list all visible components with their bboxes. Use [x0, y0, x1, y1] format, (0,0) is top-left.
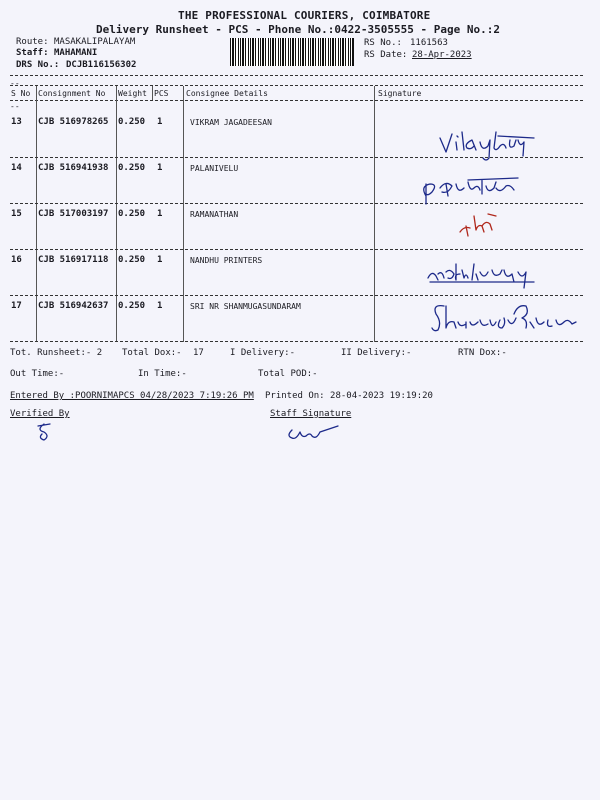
- barcode: [230, 38, 354, 66]
- rtn-dox: RTN Dox:-: [458, 348, 507, 358]
- col-sep-2: [116, 86, 117, 342]
- row-consignee: VIKRAM JAGADEESAN: [190, 118, 272, 127]
- i-delivery: I Delivery:-: [230, 348, 296, 358]
- row-pcs: 1: [157, 117, 163, 127]
- row-sno: 15: [11, 209, 22, 219]
- col-header-consignee: Consignee Details: [186, 89, 268, 98]
- out-time: Out Time:-: [10, 369, 65, 379]
- total-dox-label: Total Dox:-: [122, 348, 182, 358]
- col-sep-1: [36, 86, 37, 342]
- rule-mark-2: --: [10, 102, 20, 111]
- row-weight: 0.250: [118, 301, 146, 311]
- runsheet-title: Delivery Runsheet - PCS - Phone No.:0422-3505555 - Page No.:2: [96, 23, 500, 36]
- row-consignment: CJB 516978265: [38, 117, 109, 127]
- verified-by: Verified By: [10, 409, 70, 419]
- staff-label: Staff:: [16, 48, 49, 58]
- rule-header: [10, 85, 583, 86]
- rule-mark: --: [10, 79, 20, 88]
- row-consignment: CJB 517003197: [38, 209, 109, 219]
- total-dox-value: 17: [193, 348, 204, 358]
- rs-date-value: 28-Apr-2023: [412, 50, 472, 60]
- row-sno: 13: [11, 117, 22, 127]
- route-label: Route:: [16, 37, 49, 47]
- row-consignee: PALANIVELU: [190, 164, 239, 173]
- col-header-consignment: Consignment No: [38, 89, 106, 98]
- staff-signature: [286, 422, 340, 442]
- route-value: MASAKALIPALAYAM: [54, 37, 136, 47]
- row-rule: [10, 249, 583, 250]
- row-weight: 0.250: [118, 255, 146, 265]
- row-sno: 16: [11, 255, 22, 265]
- rs-date-label: RS Date:: [364, 50, 408, 60]
- row-consignee: RAMANATHAN: [190, 210, 239, 219]
- row-weight: 0.250: [118, 209, 146, 219]
- tot-runsheet: Tot. Runsheet:- 2: [10, 348, 103, 358]
- entered-by: Entered By :POORNIMAPCS 04/28/2023 7:19:26 PM: [10, 391, 254, 401]
- staff-signature-label: Staff Signature: [270, 409, 352, 419]
- col-sep-4: [183, 86, 184, 342]
- company-title: THE PROFESSIONAL COURIERS, COIMBATORE: [178, 9, 431, 22]
- signature-row-17: [430, 300, 590, 336]
- staff-value: MAHAMANI: [54, 48, 98, 58]
- ii-delivery: II Delivery:-: [341, 348, 412, 358]
- rs-no-label: RS No.:: [364, 38, 402, 48]
- row-rule: [10, 295, 583, 296]
- rule-top: [10, 75, 583, 76]
- row-consignee: SRI NR SHANMUGASUNDARAM: [190, 302, 301, 311]
- in-time: In Time:-: [138, 369, 187, 379]
- rule-header-bottom: [10, 100, 583, 101]
- row-consignment: CJB 516917118: [38, 255, 109, 265]
- row-consignment: CJB 516941938: [38, 163, 109, 173]
- drs-value: DCJB116156302: [66, 60, 137, 70]
- col-sep-5: [374, 86, 375, 342]
- signature-row-16: [426, 260, 538, 290]
- row-pcs: 1: [157, 209, 163, 219]
- row-rule: [10, 341, 583, 342]
- row-weight: 0.250: [118, 117, 146, 127]
- row-weight: 0.250: [118, 163, 146, 173]
- row-pcs: 1: [157, 301, 163, 311]
- row-pcs: 1: [157, 255, 163, 265]
- row-consignee: NANDHU PRINTERS: [190, 256, 263, 265]
- col-header-weight: Weight: [118, 89, 147, 98]
- signature-row-14: [422, 174, 538, 208]
- col-header-pcs: PCS: [154, 89, 169, 98]
- signature-row-13: [438, 128, 538, 164]
- verified-by-signature: [34, 422, 54, 442]
- row-consignment: CJB 516942637: [38, 301, 109, 311]
- col-header-sno: S No: [11, 89, 31, 98]
- signature-row-15: [458, 212, 502, 240]
- row-sno: 17: [11, 301, 22, 311]
- rs-no-value: 1161563: [410, 38, 448, 48]
- col-header-signature: Signature: [378, 89, 422, 98]
- col-sep-3: [152, 86, 153, 100]
- row-pcs: 1: [157, 163, 163, 173]
- total-pod: Total POD:-: [258, 369, 318, 379]
- drs-label: DRS No.:: [16, 60, 60, 70]
- printed-on: Printed On: 28-04-2023 19:19:20: [265, 391, 433, 401]
- row-sno: 14: [11, 163, 22, 173]
